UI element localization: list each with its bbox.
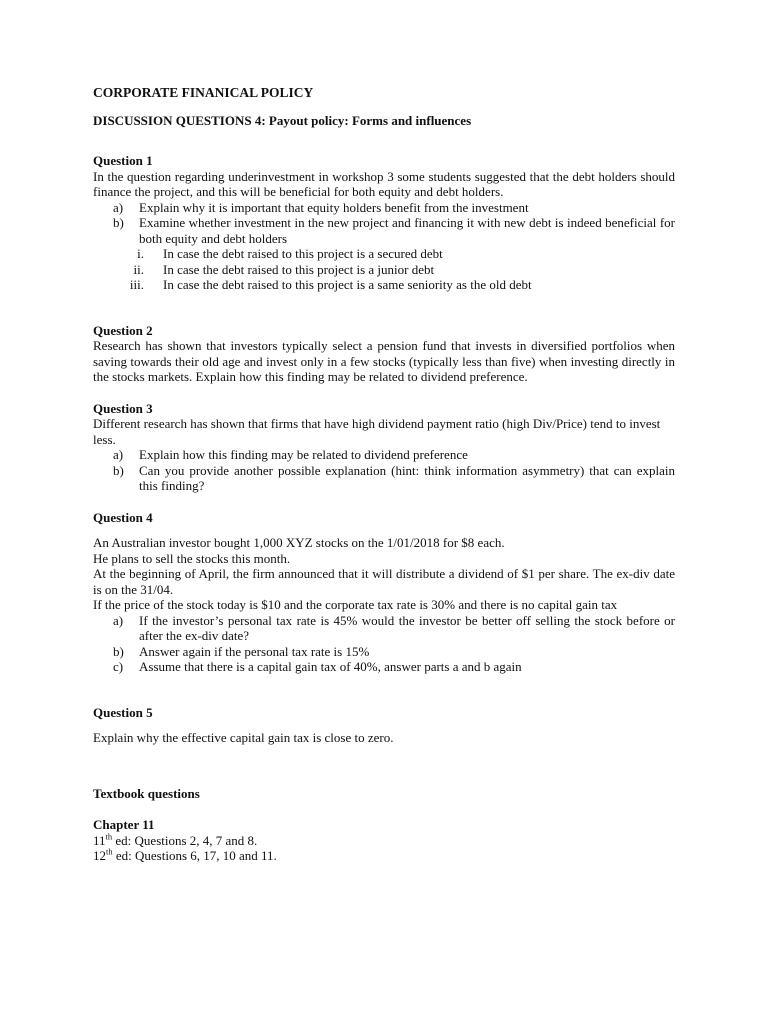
question-2-heading: Question 2 (93, 322, 153, 338)
list-item-text: Explain why it is important that equity holders benefit from the investment (139, 199, 529, 215)
list-marker: ii. (133, 261, 144, 277)
document-title: CORPORATE FINANICAL POLICY (93, 85, 314, 100)
edition-12-suffix: th (106, 846, 113, 857)
question-2 (93, 323, 675, 385)
document-subtitle: DISCUSSION QUESTIONS 4: Payout policy: Forms and influences (93, 112, 472, 128)
question-4-line-1: An Australian investor bought 1,000 XYZ stocks on the 1/01/2018 for $8 each. (93, 535, 505, 550)
question-4-line-4: If the price of the stock today is $10 and the corporate tax rate is 30% and there is no capital gain tax (93, 597, 618, 612)
list-marker: b) (113, 215, 124, 230)
list-marker: i. (137, 246, 144, 261)
list-marker: c) (113, 659, 124, 674)
list-item-text: Assume that there is a capital gain tax of 40%, answer parts a and b again (139, 659, 522, 674)
list-item (93, 215, 675, 246)
list-marker: a) (113, 612, 124, 628)
list-item-text: Answer again if the personal tax rate is 15% (139, 643, 370, 659)
list-item (93, 463, 675, 494)
question-1 (93, 153, 675, 293)
list-marker: a) (113, 447, 124, 462)
textbook-questions (93, 786, 675, 864)
list-marker: a) (113, 199, 124, 215)
list-item (93, 200, 675, 216)
list-item (93, 447, 675, 463)
textbook-heading: Textbook questions (93, 785, 200, 801)
list-item-text: Can you provide another possible explanation (hint: think information asymmetry) that can explain this finding? (139, 462, 675, 493)
chapter-heading: Chapter 11 (93, 817, 155, 832)
edition-12-number: 12 (93, 848, 106, 863)
edition-11-suffix: th (105, 831, 113, 842)
list-item (93, 644, 675, 660)
question-4-heading: Question 4 (93, 509, 153, 525)
list-marker: b) (113, 643, 124, 659)
edition-11-line (93, 833, 675, 849)
list-marker: iii. (129, 277, 144, 292)
sub-list-item (93, 246, 675, 262)
question-4-list (93, 613, 675, 675)
question-3 (93, 401, 675, 494)
list-marker: b) (113, 462, 124, 478)
edition-12-line (93, 848, 675, 864)
question-3-intro: Different research has shown that firms that have high dividend payment ratio (high Div/Price) tend to invest less. (93, 416, 661, 447)
question-1-list (93, 200, 675, 293)
sub-list-item (93, 277, 675, 293)
question-4 (93, 510, 675, 675)
question-5-heading: Question 5 (93, 704, 153, 720)
question-1-intro: In the question regarding underinvestment in workshop 3 some students suggested that the debt holders should finance the project, and this will be beneficial for both equity and debt holders. (93, 168, 675, 199)
question-2-body: Research has shown that investors typically select a pension fund that invests in diversified portfolios when saving towards their old age and invest only in a few stocks (typically less than five) when investing directly in the stocks markets. Explain how this finding may be related to dividend preference. (93, 338, 675, 384)
document-page (93, 85, 675, 864)
sub-list-item (93, 262, 675, 278)
question-1-heading: Question 1 (93, 153, 153, 168)
question-4-line-2: He plans to sell the stocks this month. (93, 550, 291, 566)
list-item-text: Examine whether investment in the new project and financing it with new debt is indeed beneficial for both equity and debt holders (139, 215, 675, 246)
edition-12-text: ed: Questions 6, 17, 10 and 11. (112, 848, 277, 863)
edition-11-number: 11 (93, 832, 106, 848)
question-3-heading: Question 3 (93, 400, 153, 416)
question-3-list (93, 447, 675, 494)
list-item-text: If the investor’s personal tax rate is 45% would the investor be better off selling the stock before or after the ex-div date? (139, 612, 675, 643)
question-5-body: Explain why the effective capital gain tax is close to zero. (93, 730, 394, 745)
question-4-line-3: At the beginning of April, the firm announced that it will distribute a dividend of $1 per share. The ex-div date is on the 31/04. (93, 566, 675, 597)
list-item-text: In case the debt raised to this project is a same seniority as the old debt (163, 277, 532, 292)
list-item-text: Explain how this finding may be related to dividend preference (139, 447, 468, 462)
list-item-text: In case the debt raised to this project is a junior debt (163, 261, 435, 277)
list-item (93, 613, 675, 644)
edition-11-text: ed: Questions 2, 4, 7 and 8. (112, 832, 258, 848)
list-item (93, 659, 675, 675)
question-5 (93, 705, 675, 746)
list-item-text: In case the debt raised to this project is a secured debt (163, 246, 443, 261)
